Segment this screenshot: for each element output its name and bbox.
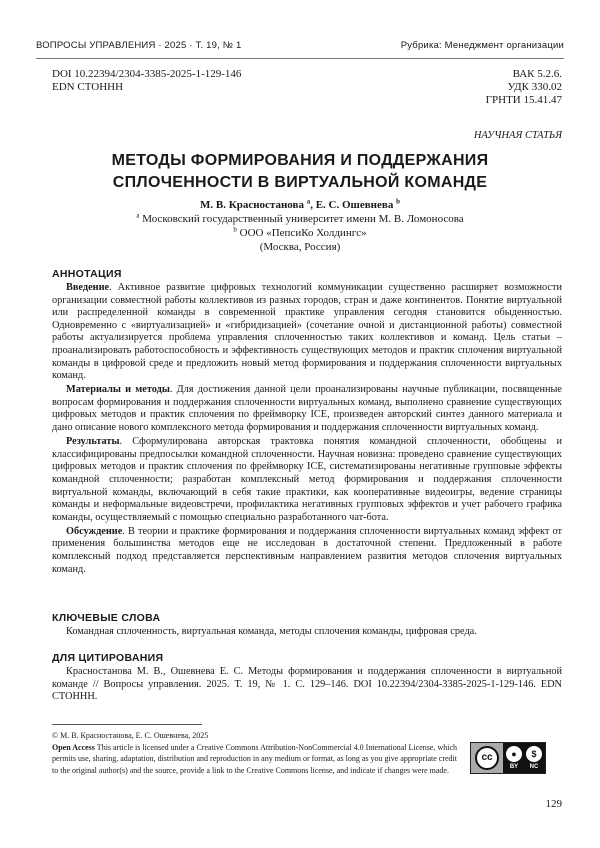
edn: EDN СТОННН bbox=[52, 81, 241, 94]
identifiers-right bbox=[486, 68, 562, 107]
authors-block bbox=[40, 198, 560, 254]
article-page bbox=[0, 0, 600, 848]
doi: DOI 10.22394/2304-3385-2025-1-129-146 bbox=[52, 68, 241, 81]
license-footnote bbox=[52, 730, 457, 776]
title-line-1: МЕТОДЫ ФОРМИРОВАНИЯ И ПОДДЕРЖАНИЯ bbox=[40, 150, 560, 172]
methods-label: Материалы и методы bbox=[66, 384, 170, 395]
abstract-intro bbox=[52, 282, 562, 383]
affiliation-a-mark: a bbox=[136, 211, 139, 219]
intro-text: . Активное развитие цифровых технологий коммуникации существенно расширяет возможности организации совместной работы коллективов из разных городов, стран и даже континентов. Понятие виртуальной или распределенной команды в современной практике управления сегодня становится обыденностью. Одновременно с «виртуализацией» и «гибридизацией» (сочетание очной и дистанционной работы) совместной работы актуализируется проблема управления сплоченностью таких коллективов и команд. Цель статьи – проанализировать работоспособность и эффективность существующих методов и практик сплочения виртуальной команды в цифровой среде и предложить новый метод формирования и поддержания сплоченности виртуальных команд. bbox=[52, 282, 562, 381]
affiliation-a bbox=[40, 212, 560, 226]
nc-label: NC bbox=[525, 764, 543, 770]
affiliation-b bbox=[40, 226, 560, 240]
noncommercial-dollar-icon: $ bbox=[526, 746, 542, 762]
keywords-heading: КЛЮЧЕВЫЕ СЛОВА bbox=[52, 612, 160, 624]
citation-heading: ДЛЯ ЦИТИРОВАНИЯ bbox=[52, 652, 163, 664]
open-access-text: This article is licensed under a Creative Commons Attribution-NonCommercial 4.0 International License, which permits use, sharing, adaptation, distribution and reproduction in any medium or format, as long as you give appropriate credit to the original author(s) and the source, provide a link to the Creative Commons license, and indicate if changes were made. bbox=[52, 743, 457, 775]
vak-code: ВАК 5.2.6. bbox=[486, 68, 562, 81]
open-access-statement bbox=[52, 742, 457, 777]
article-type: НАУЧНАЯ СТАТЬЯ bbox=[474, 130, 562, 141]
discussion-text: . В теории и практике формирования и поддержания сплоченности виртуальных команд эффект от применения большинства методов еще не исследован в достаточной степени. Предложенный в работе комплексный подход представляется перспективным направлением развития методов сплочения виртуальных команд. bbox=[52, 526, 562, 575]
keywords-text: Командная сплоченность, виртуальная команда, методы сплочения команды, цифровая среда. bbox=[52, 626, 562, 639]
page-number: 129 bbox=[546, 798, 563, 810]
article-title bbox=[40, 150, 560, 194]
rubric-header: Рубрика: Менеджмент организации bbox=[401, 40, 564, 51]
open-access-label: Open Access bbox=[52, 743, 95, 752]
cc-icon: cc bbox=[475, 746, 499, 770]
journal-header: ВОПРОСЫ УПРАВЛЕНИЯ · 2025 · Т. 19, № 1 bbox=[36, 40, 242, 51]
abstract-discussion bbox=[52, 526, 562, 576]
attribution-person-icon: ● bbox=[506, 746, 522, 762]
abstract-results bbox=[52, 436, 562, 524]
discussion-label: Обсуждение bbox=[66, 526, 122, 537]
author-names bbox=[40, 198, 560, 212]
citation-text: Красностанова М. В., Ошевнева Е. С. Методы формирования и поддержания сплоченности в виртуальной команде // Вопросы управления. 2025. Т. 19, № 1. С. 129–146. DOI 10.22394/2304-3385-2025-1-129-146. EDN СТОННН. bbox=[52, 666, 562, 704]
author-1: М. В. Красностанова bbox=[200, 199, 304, 211]
running-header bbox=[36, 36, 564, 59]
copyright-line: © М. В. Красностанова, Е. С. Ошевнева, 2025 bbox=[52, 730, 457, 742]
footnote-divider bbox=[52, 724, 202, 725]
methods-text: . Для достижения данной цели проанализированы научные публикации, посвященные вопросам формирования и поддержания сплоченности виртуальных команд, выполнено сравнение существующих цифровых методов и практик сплочения по фреймворку ICE, произведен авторский синтез данного материала и дано описание нового комплексного метода формирования и поддержания сплоченности виртуальных команд. bbox=[52, 384, 562, 433]
author-separator: , bbox=[310, 199, 316, 211]
cc-by-nc-license-badge[interactable] bbox=[470, 742, 546, 774]
identifiers-left bbox=[52, 68, 241, 94]
results-text: . Сформулирована авторская трактовка понятия командной сплоченности, обобщены и классифицированы предпосылки командной сплоченности. Научная новизна: проведено сравнение существующих цифровых методов и практик сплочения по фреймворку ICE, систематизированы негативные групповые эффекты командной сплоченности; разработан комплексный метод формирования и поддержания сплоченности виртуальной команды, включающий в себя такие практики, как кооперативные видеоигры, ведение страницы команды и неформальные видеовстречи, профилактика негативных групповых эффектов и учет рабочего графика команды, осуществляемый с помощью специально разработанного чат-бота. bbox=[52, 436, 562, 523]
abstract-heading: АННОТАЦИЯ bbox=[52, 268, 122, 280]
location: (Москва, Россия) bbox=[40, 240, 560, 254]
by-label: BY bbox=[505, 764, 523, 770]
author-2: Е. С. Ошевнева bbox=[316, 199, 394, 211]
author-1-affil: a bbox=[307, 197, 311, 205]
affiliation-b-text: ООО «ПепсиКо Холдингс» bbox=[240, 227, 367, 239]
affiliation-b-mark: b bbox=[233, 225, 237, 233]
abstract-methods bbox=[52, 384, 562, 434]
udk-code: УДК 330.02 bbox=[486, 81, 562, 94]
abstract-body bbox=[52, 282, 562, 578]
results-label: Результаты bbox=[66, 436, 120, 447]
author-2-affil: b bbox=[396, 197, 400, 205]
intro-label: Введение bbox=[66, 282, 109, 293]
grnti-code: ГРНТИ 15.41.47 bbox=[486, 94, 562, 107]
affiliation-a-text: Московский государственный университет имени М. В. Ломоносова bbox=[142, 213, 463, 225]
title-line-2: СПЛОЧЕННОСТИ В ВИРТУАЛЬНОЙ КОМАНДЕ bbox=[40, 172, 560, 194]
